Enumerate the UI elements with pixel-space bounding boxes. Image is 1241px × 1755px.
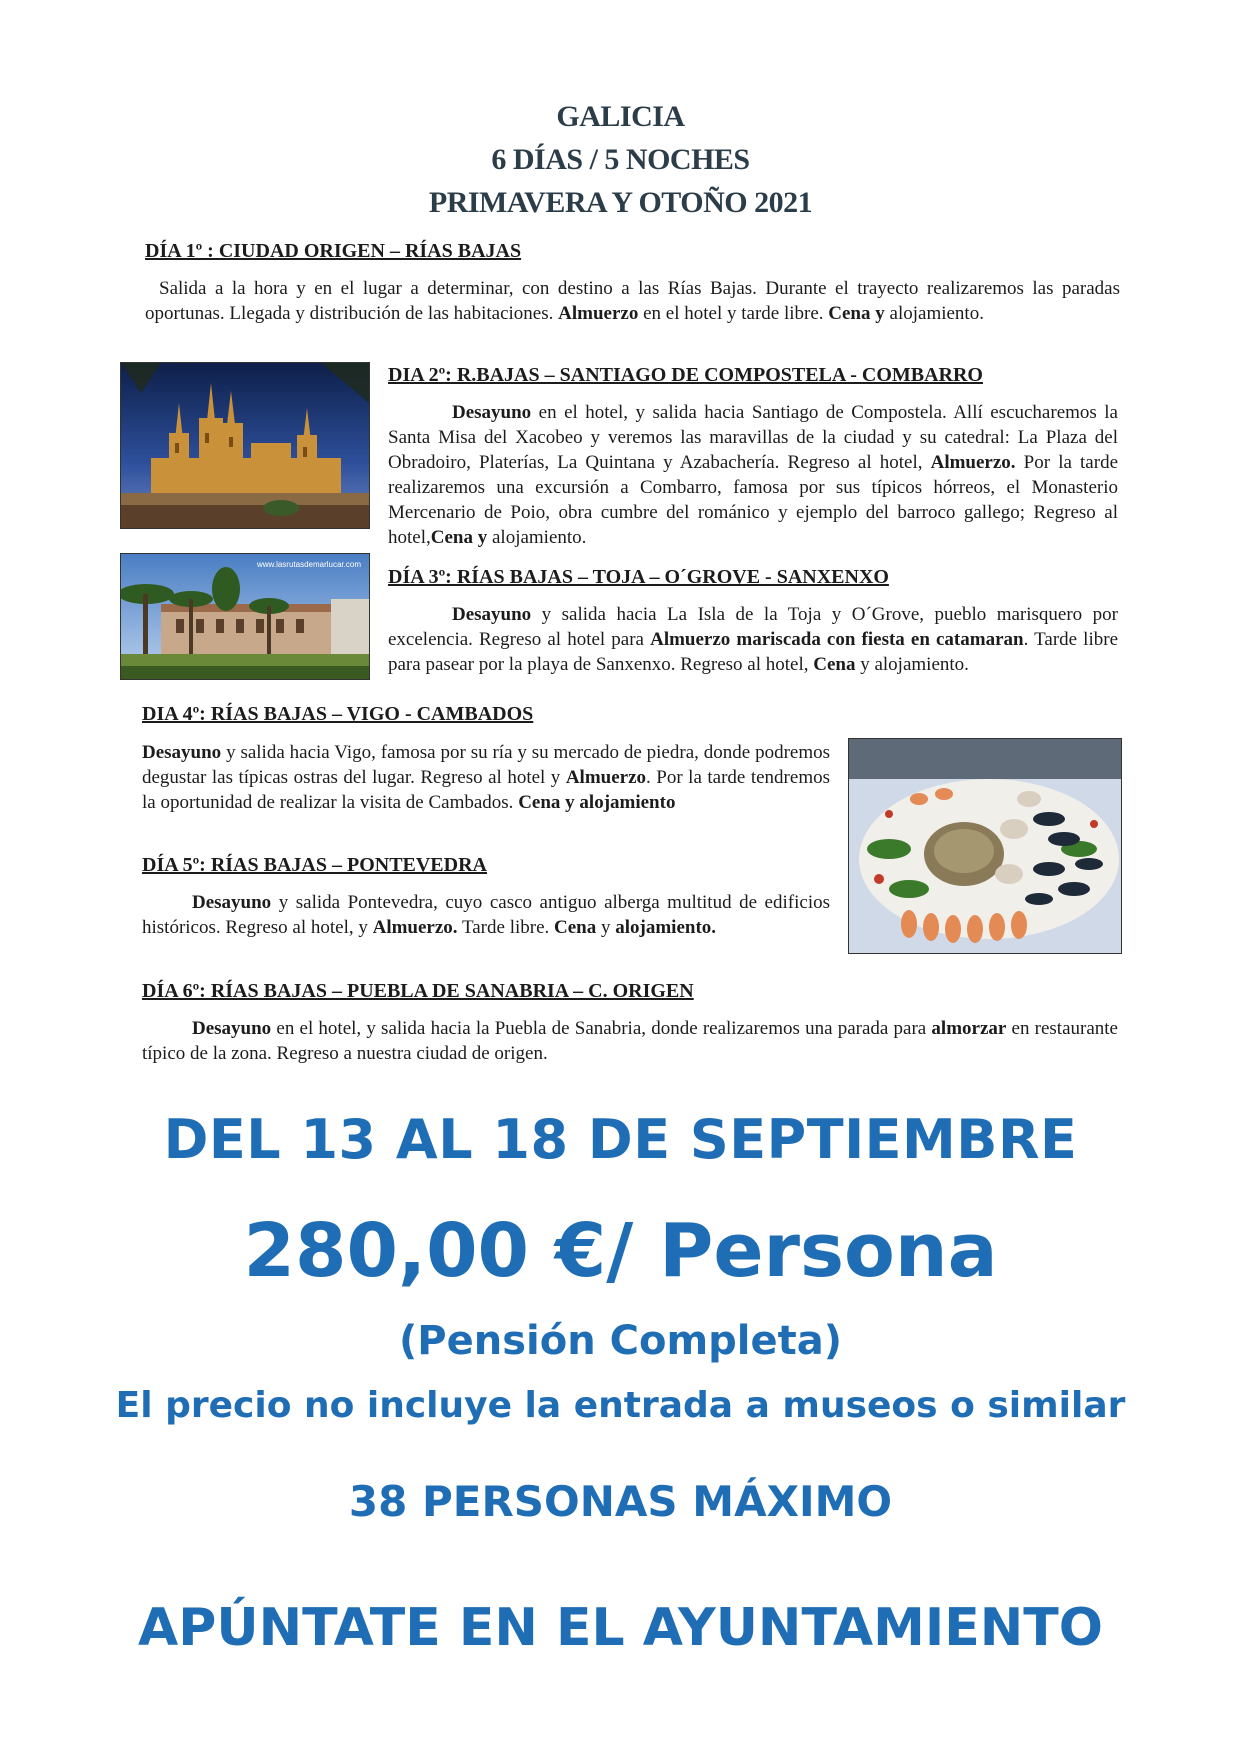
text-run: Tarde libre. xyxy=(457,917,555,938)
day-3-text xyxy=(388,602,1118,677)
day-4-text xyxy=(142,740,830,815)
bold-text: almorzar xyxy=(931,1018,1007,1039)
cathedral-photo xyxy=(120,362,370,529)
bold-text: Desayuno xyxy=(452,402,532,423)
text-run: alojamiento. xyxy=(487,527,587,548)
text-run: Por la tarde realizaremos una excursión a Combarro, famosa por sus típicos hórreos, el Monasterio Mercenario de Poio, obra cumbre del románico y ejemplo del barroco gallego; Regreso al hotel, xyxy=(388,452,1118,548)
text-run: Salida a la hora y en el lugar a determinar, con destino a las Rías Bajas. Durante el trayecto realizaremos las paradas oportunas. Llegada y distribución de las habitaciones. xyxy=(145,278,1120,324)
bold-text: Desayuno xyxy=(192,1018,272,1039)
day-5-text xyxy=(142,890,830,940)
bold-text: Almuerzo. xyxy=(372,917,458,938)
text-run: en el hotel, y salida hacia Santiago de Compostela. Allí escucharemos la Santa Misa del Xacobeo y veremos las maravillas de la ciudad y su catedral: La Plaza del Obradoiro, Platerías, La Quintana y Azabachería. Regreso al hotel, xyxy=(388,402,1118,473)
bold-text: alojamiento. xyxy=(615,917,717,938)
text-run: y salida hacia La Isla de la Toja y O´Grove, pueblo marisquero por excelencia. Regreso al hotel para xyxy=(388,604,1118,650)
text-run: y alojamiento. xyxy=(855,654,969,675)
bold-text: Almuerzo. xyxy=(930,452,1016,473)
promo-dates: DEL 13 AL 18 DE SEPTIEMBRE xyxy=(163,1108,1078,1171)
text-run: en restaurante típico de la zona. Regreso a nuestra ciudad de origen. xyxy=(142,1018,1118,1064)
day-4-title: DIA 4º: RÍAS BAJAS – VIGO - CAMBADOS xyxy=(142,703,534,725)
promo-board: (Pensión Completa) xyxy=(399,1318,842,1364)
promo-capacity: 38 PERSONAS MÁXIMO xyxy=(348,1477,893,1526)
promo-note: El precio no incluye la entrada a museos o similar xyxy=(115,1385,1126,1426)
bold-text: Cena y xyxy=(430,527,488,548)
bold-text: Desayuno xyxy=(142,742,222,763)
day-1-text xyxy=(145,276,1120,326)
bold-text: Almuerzo xyxy=(565,767,647,788)
day-1-title: DÍA 1º : CIUDAD ORIGEN – RÍAS BAJAS xyxy=(145,240,522,262)
text-run: y salida Pontevedra, cuyo casco antiguo alberga multitud de edificios históricos. Regreso al hotel, y xyxy=(142,892,830,938)
text-run: y salida hacia Vigo, famosa por su ría y su mercado de piedra, donde podremos degustar las típicas ostras del lugar. Regreso al hotel y xyxy=(142,742,830,788)
promo-price: 280,00 €/ Persona xyxy=(243,1208,998,1294)
day-3-title: DÍA 3º: RÍAS BAJAS – TOJA – O´GROVE - SANXENXO xyxy=(388,566,889,588)
text-run: y xyxy=(596,917,616,938)
text-run: en el hotel, y salida hacia la Puebla de Sanabria, donde realizaremos una parada para xyxy=(271,1018,932,1039)
day-5-title: DÍA 5º: RÍAS BAJAS – PONTEVEDRA xyxy=(142,854,487,876)
title-region: GALICIA xyxy=(556,100,685,133)
bold-text: Almuerzo mariscada con fiesta en catamaran xyxy=(650,629,1024,650)
bold-text: Almuerzo xyxy=(558,303,639,324)
bold-text: Cena xyxy=(813,654,856,675)
day-2-text xyxy=(388,400,1118,550)
bold-text: Cena xyxy=(554,917,597,938)
bold-text: Cena y alojamiento xyxy=(518,792,676,813)
plaza-photo xyxy=(120,553,370,680)
seafood-photo xyxy=(848,738,1122,954)
bold-text: Cena y xyxy=(828,303,885,324)
text-run: . Tarde libre para pasear por la playa de Sanxenxo. Regreso al hotel, xyxy=(388,629,1118,675)
title-season: PRIMAVERA Y OTOÑO 2021 xyxy=(428,186,813,219)
day-6-title: DÍA 6º: RÍAS BAJAS – PUEBLA DE SANABRIA – C. ORIGEN xyxy=(142,980,694,1002)
promo-signup: APÚNTATE EN EL AYUNTAMIENTO xyxy=(138,1598,1103,1658)
bold-text: Desayuno xyxy=(192,892,272,913)
text-run: alojamiento. xyxy=(884,303,984,324)
bold-text: Desayuno xyxy=(452,604,532,625)
text-run: . Por la tarde tendremos la oportunidad de realizar la visita de Cambados. xyxy=(142,767,830,813)
day-2-title: DIA 2º: R.BAJAS – SANTIAGO DE COMPOSTELA - COMBARRO xyxy=(388,364,983,386)
photo-watermark: www.lasrutasdemarlucar.com xyxy=(256,560,361,569)
day-6-text xyxy=(142,1016,1118,1066)
title-duration: 6 DÍAS / 5 NOCHES xyxy=(491,143,750,176)
text-run: en el hotel y tarde libre. xyxy=(638,303,829,324)
